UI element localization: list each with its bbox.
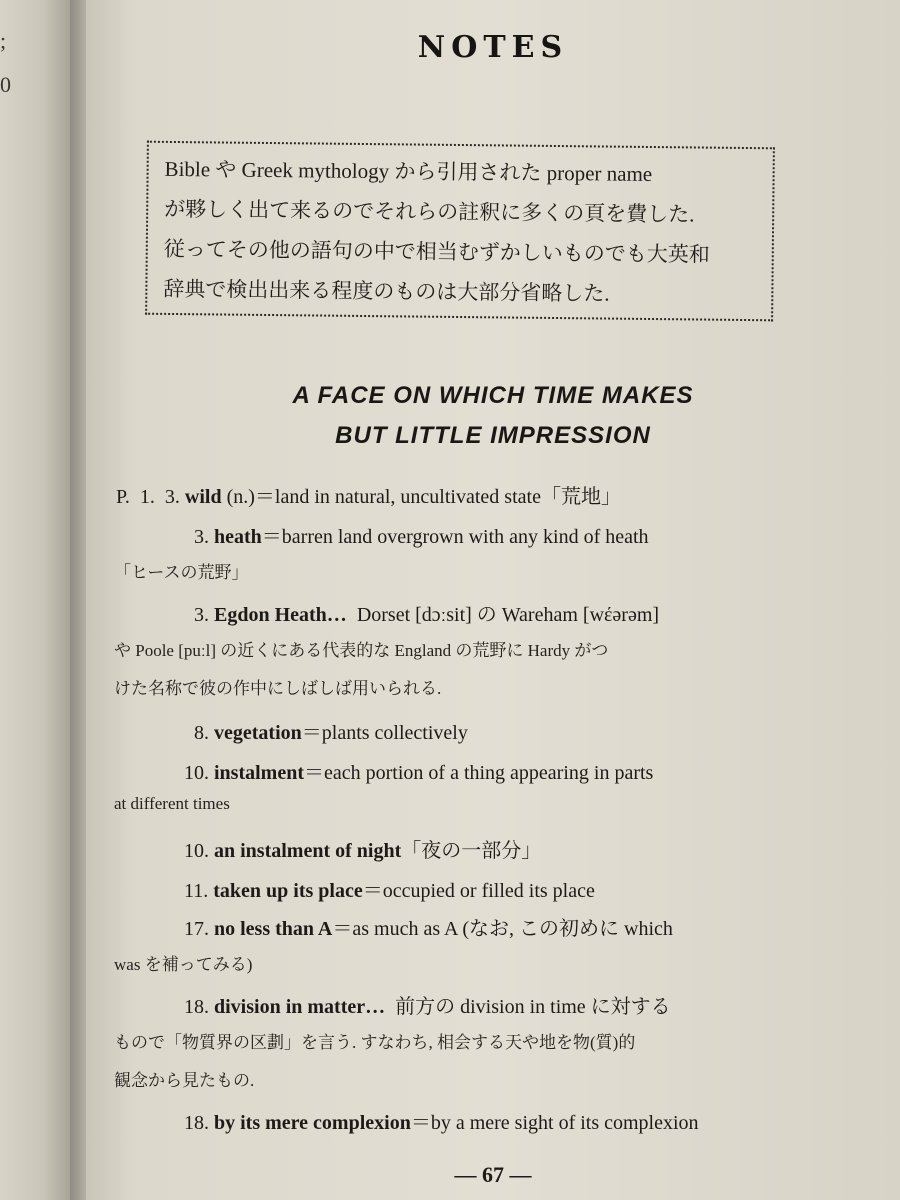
left-page-fragment: 0 bbox=[0, 72, 11, 97]
note-term: instalment bbox=[214, 762, 304, 784]
note-definition: ＝occupied or filled its place bbox=[362, 880, 595, 902]
note-entry bbox=[116, 480, 621, 509]
section-title-line: BUT LITTLE IMPRESSION bbox=[335, 422, 651, 449]
line-reference: P. 1. 3. bbox=[116, 486, 180, 508]
line-reference: 18. bbox=[184, 996, 209, 1018]
note-entry bbox=[194, 520, 649, 549]
note-continuation: けた名称で彼の作中にしばしば用いられる. bbox=[114, 679, 442, 698]
note-term: taken up its place bbox=[213, 880, 363, 902]
note-term: wild bbox=[184, 486, 222, 508]
note-entry bbox=[184, 756, 653, 785]
page-heading: NOTES bbox=[417, 30, 569, 65]
section-title-line: A FACE ON WHICH TIME MAKES bbox=[292, 382, 694, 409]
note-definition: Dorset [dɔːsit] の Wareham [wέərəm] bbox=[346, 604, 660, 626]
note-definition: 前方の division in time に対する bbox=[385, 996, 671, 1018]
note-continuation: や Poole [puːl] の近くにある代表的な England の荒野に Hardy がつ bbox=[114, 641, 609, 660]
note-definition: ＝each portion of a thing appearing in parts bbox=[304, 762, 654, 784]
note-continuation: was を補ってみる) bbox=[114, 955, 253, 974]
note-continuation: もので「物質界の区劃」を言う. すなわち, 相会する天や地を物(質)的 bbox=[114, 1033, 636, 1052]
note-term: no less than A bbox=[214, 918, 333, 940]
note-line: Bible や Greek mythology から引用された proper name bbox=[164, 156, 653, 187]
note-line: 辞典で検出出来る程度のものは大部分省略した. bbox=[163, 276, 610, 306]
note-continuation: 観念から見たもの. bbox=[114, 1071, 255, 1090]
book-page bbox=[86, 0, 900, 1200]
line-reference: 18. bbox=[184, 1112, 209, 1134]
note-entry bbox=[194, 598, 659, 627]
note-entry bbox=[184, 1106, 699, 1135]
line-reference: 8. bbox=[194, 722, 209, 744]
note-entry bbox=[184, 912, 673, 941]
note-term: an instalment of night bbox=[214, 840, 402, 862]
editorial-note-box bbox=[145, 141, 775, 322]
left-page-edge bbox=[0, 0, 70, 1200]
note-term: Egdon Heath… bbox=[214, 604, 347, 626]
note-definition: ＝as much as A (なお, この初めに which bbox=[332, 918, 673, 940]
note-definition: 「夜の一部分」 bbox=[401, 840, 542, 862]
note-continuation: at different times bbox=[114, 794, 230, 813]
note-line: 従ってその他の語句の中で相当むずかしいものでも大英和 bbox=[163, 236, 710, 267]
left-page-fragment: ; bbox=[0, 28, 7, 53]
note-definition: ＝by a mere sight of its complexion bbox=[410, 1112, 699, 1134]
note-entry bbox=[184, 874, 595, 903]
note-term: heath bbox=[214, 526, 262, 548]
line-reference: 3. bbox=[194, 526, 209, 548]
line-reference: 17. bbox=[184, 918, 209, 940]
line-reference: 11. bbox=[184, 880, 209, 902]
note-entry bbox=[194, 716, 468, 745]
line-reference: 3. bbox=[194, 604, 209, 626]
note-term: division in matter… bbox=[214, 996, 386, 1018]
note-entry bbox=[184, 834, 541, 863]
line-reference: 10. bbox=[184, 840, 209, 862]
page-number: — 67 — bbox=[454, 1162, 532, 1187]
note-term: by its mere complexion bbox=[214, 1112, 411, 1134]
note-continuation: 「ヒースの荒野」 bbox=[114, 563, 249, 582]
note-entry bbox=[184, 990, 671, 1019]
note-term: vegetation bbox=[214, 722, 302, 744]
note-definition: ＝barren land overgrown with any kind of heath bbox=[261, 526, 649, 548]
note-definition: ＝plants collectively bbox=[301, 722, 468, 744]
note-line: が夥しく出て来るのでそれらの註釈に多くの頁を費した. bbox=[164, 196, 695, 227]
line-reference: 10. bbox=[184, 762, 209, 784]
note-definition: (n.)＝land in natural, uncultivated state「荒地」 bbox=[221, 486, 621, 508]
